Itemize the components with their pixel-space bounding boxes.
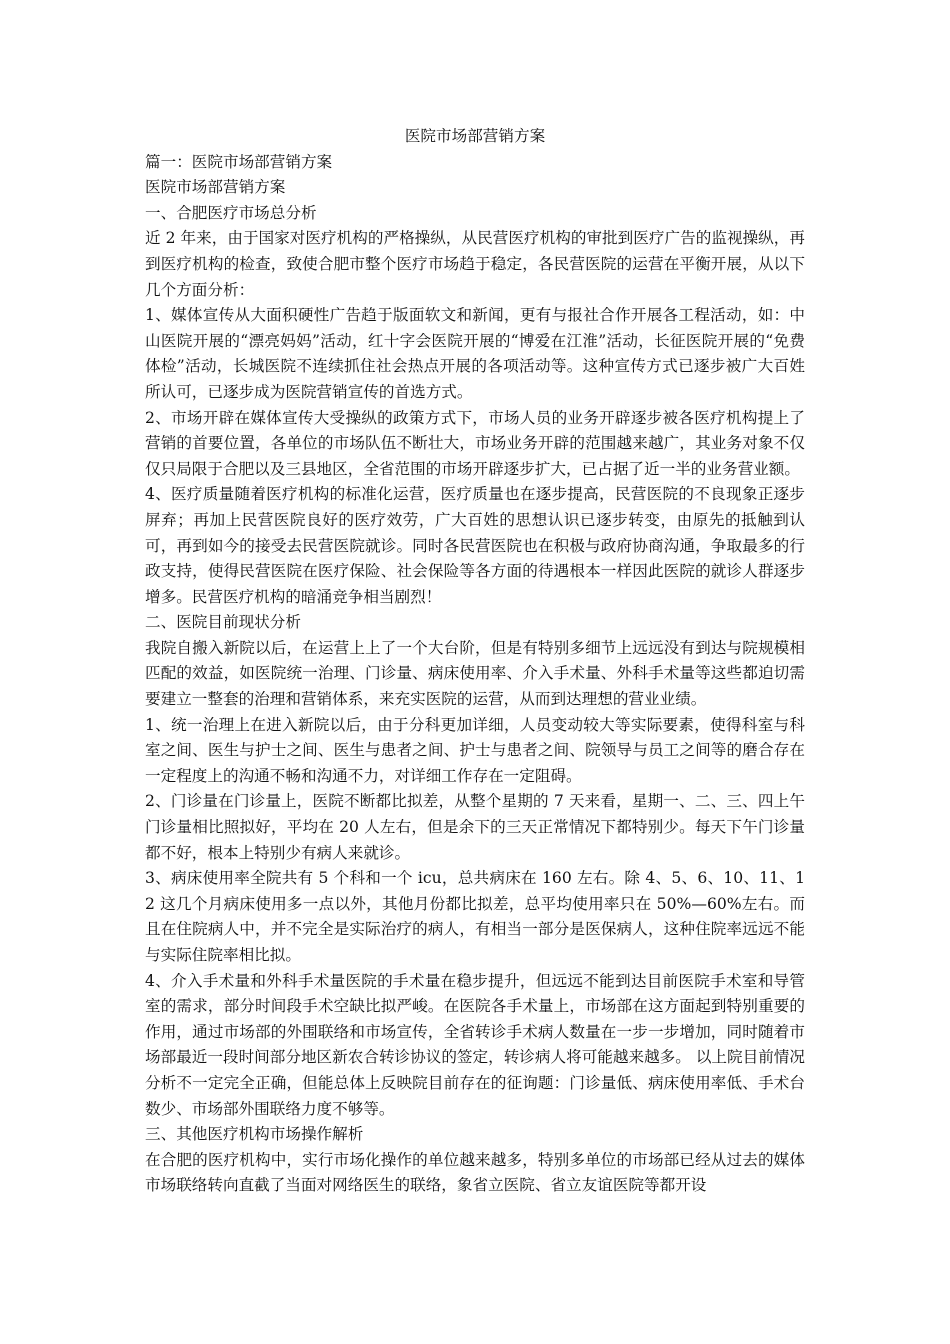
paragraph-outpatient-volume: 2、门诊量在门诊量上，医院不断都比拟差，从整个星期的 7 天来看，星期一、二、三、四上午门诊量相比照拟好，平均在 20 人左右，但是余下的三天正常情况下都特别少。每天下午门诊量都不好，根本上特别少有病人来就诊。 bbox=[145, 792, 805, 862]
document-body bbox=[145, 124, 805, 1199]
paragraph-unified-management: 1、统一治理上在进入新院以后，由于分科更加详细，人员变动较大等实际要素，使得科室与科室之间、医生与护士之间、医生与患者之间、护士与患者之间、院领导与员工之间等的磨合存在一定程度上的沟通不畅和沟通不力，对详细工作存在一定阻碍。 bbox=[145, 715, 805, 785]
paragraph-subtitle: 医院市场部营销方案 bbox=[145, 178, 286, 197]
section-heading-2: 二、医院目前现状分析 bbox=[145, 613, 301, 632]
section-heading-1: 一、合肥医疗市场总分析 bbox=[145, 203, 317, 222]
paragraph-current-status: 我院自搬入新院以后，在运营上上了一个大台阶，但是有特别多细节上远远没有到达与院规模相匹配的效益，如医院统一治理、门诊量、病床使用率、介入手术量、外科手术量等这些都迫切需要建立一整套的治理和营销体系，来充实医院的运营，从而到达理想的营业业绩。 bbox=[145, 638, 805, 709]
paragraph-surgery-volume: 4、介入手术量和外科手术量医院的手术量在稳步提升，但远远不能到达目前医院手术室和导管室的需求，部分时间段手术空缺比拟严峻。在医院各手术量上，市场部在这方面起到特别重要的作用，通过市场部的外围联络和市场宣传，全省转诊手术病人数量在一步一步增加，同时随着市场部最近一段时间部分地区新农合转诊协议的签定，转诊病人将可能越来越多。 以上院目前情况分析不一定完全正确，但能总体上反映院目前存在的征询题：门诊量低、病床使用率低、手术台数少、市场部外围联络力度不够等。 bbox=[145, 971, 805, 1118]
section-heading-3: 三、其他医疗机构市场操作解析 bbox=[145, 1125, 364, 1144]
paragraph-chapter-heading: 篇一：医院市场部营销方案 bbox=[145, 152, 333, 171]
document-title: 医院市场部营销方案 bbox=[404, 127, 546, 145]
paragraph-market-development: 2、市场开辟在媒体宣传大受操纵的政策方式下，市场人员的业务开辟逐步被各医疗机构提上了营销的首要位置，各单位的市场队伍不断壮大，市场业务开辟的范围越来越广，其业务对象不仅仅只局限于合肥以及三县地区，全省范围的市场开辟逐步扩大，已占据了近一半的业务营业额。 bbox=[145, 408, 805, 478]
paragraph-bed-usage: 3、病床使用率全院共有 5 个科和一个 icu，总共病床在 160 左右。除 4、5、6、10、11、12 这几个月病床使用多一点以外，其他月份都比拟差，总平均使用率只在 50%—60%左右。而且在住院病人中，并不完全是实际治疗的病人，有相当一部分是医保病人，这种住院率远远不能与实际住院率相比拟。 bbox=[145, 869, 805, 964]
paragraph-medical-quality: 4、医疗质量随着医疗机构的标准化运营，医疗质量也在逐步提高，民营医院的不良现象正逐步屏弃；再加上民营医院良好的医疗效劳，广大百姓的思想认识已逐步转变，由原先的抵触到认可，再到如今的接受去民营医院就诊。同时各民营医院也在积极与政府协商沟通，争取最多的行政支持，使得民营医院在医疗保险、社会保险等各方面的待遇根本一样因此医院的就诊人群逐步增多。民营医疗机构的暗涌竞争相当剧烈！ bbox=[145, 485, 805, 606]
paragraph-other-institutions: 在合肥的医疗机构中，实行市场化操作的单位越来越多，特别多单位的市场部已经从过去的媒体市场联络转向直截了当面对网络医生的联络，象省立医院、省立友谊医院等都开设 bbox=[145, 1150, 805, 1195]
paragraph-media-promotion: 1、媒体宣传从大面积硬性广告趋于版面软文和新闻，更有与报社合作开展各工程活动，如：中山医院开展的“漂亮妈妈”活动，红十字会医院开展的“博爱在江淮”活动，长征医院开展的“免费体检”活动，长城医院不连续抓住社会热点开展的各项活动等。这种宣传方式已逐步被广大百姓所认可，已逐步成为医院营销宣传的首选方式。 bbox=[145, 306, 805, 401]
paragraph-overview: 近 2 年来，由于国家对医疗机构的严格操纵，从民营医疗机构的审批到医疗广告的监视操纵，再到医疗机构的检查，致使合肥市整个医疗市场趋于稳定，各民营医院的运营在平衡开展，从以下几个方面分析： bbox=[145, 229, 805, 299]
